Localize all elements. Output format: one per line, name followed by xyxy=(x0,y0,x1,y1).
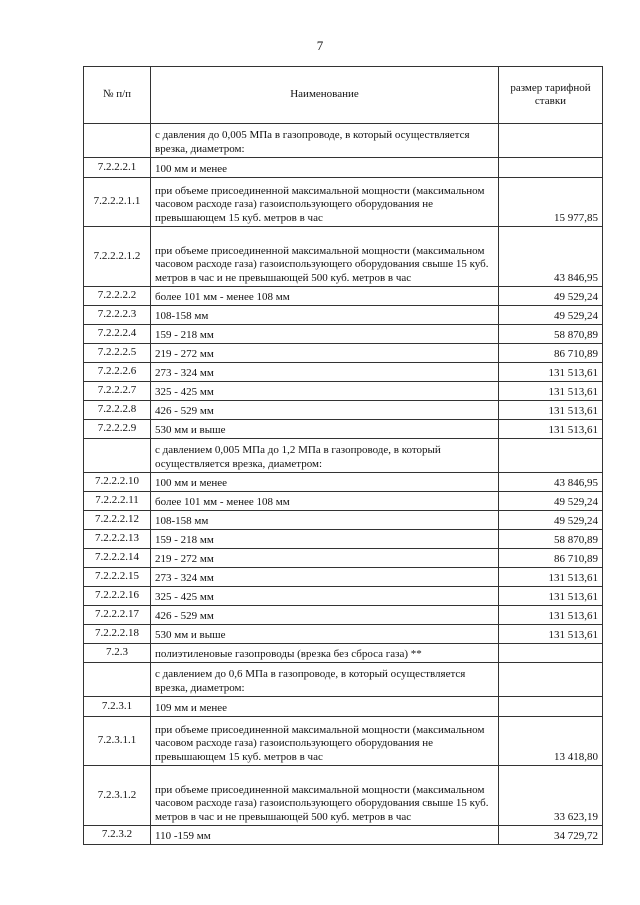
table-row xyxy=(84,663,603,697)
row-rate: 34 729,72 xyxy=(499,826,603,845)
row-number: 7.2.2.2.4 xyxy=(84,325,151,344)
row-number: 7.2.3.1 xyxy=(84,697,151,717)
row-number: 7.2.2.2.1.2 xyxy=(84,227,151,287)
row-rate xyxy=(499,439,603,473)
row-rate: 131 513,61 xyxy=(499,568,603,587)
row-rate xyxy=(499,697,603,717)
row-rate: 131 513,61 xyxy=(499,401,603,420)
page-number: 7 xyxy=(316,38,324,53)
row-number xyxy=(84,439,151,473)
table-row xyxy=(84,325,603,344)
header-name: Наименование xyxy=(151,67,499,124)
row-number: 7.2.2.2.14 xyxy=(84,549,151,568)
row-rate: 58 870,89 xyxy=(499,325,603,344)
table-row xyxy=(84,625,603,644)
row-number: 7.2.2.2.2 xyxy=(84,287,151,306)
row-number: 7.2.2.2.1 xyxy=(84,158,151,178)
row-rate: 13 418,80 xyxy=(499,717,603,766)
table-row xyxy=(84,439,603,473)
table-row xyxy=(84,492,603,511)
row-name: 273 - 324 мм xyxy=(151,568,499,587)
table-row xyxy=(84,158,603,178)
row-rate: 49 529,24 xyxy=(499,287,603,306)
row-number: 7.2.2.2.1.1 xyxy=(84,178,151,227)
table-row xyxy=(84,826,603,845)
table-row xyxy=(84,606,603,625)
row-rate: 49 529,24 xyxy=(499,306,603,325)
row-rate: 49 529,24 xyxy=(499,511,603,530)
row-rate: 15 977,85 xyxy=(499,178,603,227)
table-row xyxy=(84,227,603,287)
row-number: 7.2.2.2.8 xyxy=(84,401,151,420)
row-number: 7.2.2.2.10 xyxy=(84,473,151,492)
table-header-row xyxy=(84,67,603,124)
row-name: 109 мм и менее xyxy=(151,697,499,717)
row-rate: 43 846,95 xyxy=(499,473,603,492)
table-row xyxy=(84,717,603,766)
row-number xyxy=(84,124,151,158)
row-rate: 49 529,24 xyxy=(499,492,603,511)
row-name: более 101 мм - менее 108 мм xyxy=(151,492,499,511)
row-rate: 131 513,61 xyxy=(499,363,603,382)
row-rate: 86 710,89 xyxy=(499,344,603,363)
row-name: 108-158 мм xyxy=(151,511,499,530)
table-row xyxy=(84,401,603,420)
row-name: при объеме присоединенной максимальной мощности (максимальном часовом расходе газа) газоиспользующего оборудования не превышающем 15 куб. метров в час xyxy=(151,717,499,766)
row-name: при объеме присоединенной максимальной мощности (максимальном часовом расходе газа) газоиспользующего оборудования не превышающем 15 куб. метров в час xyxy=(151,178,499,227)
row-name: 219 - 272 мм xyxy=(151,549,499,568)
row-name: 108-158 мм xyxy=(151,306,499,325)
row-number: 7.2.2.2.7 xyxy=(84,382,151,401)
row-rate: 43 846,95 xyxy=(499,227,603,287)
table-row xyxy=(84,124,603,158)
row-rate: 33 623,19 xyxy=(499,766,603,826)
row-number xyxy=(84,663,151,697)
table-row xyxy=(84,473,603,492)
header-rate: размер тарифной ставки xyxy=(499,67,603,124)
table-row xyxy=(84,178,603,227)
row-name: 325 - 425 мм xyxy=(151,382,499,401)
row-rate: 131 513,61 xyxy=(499,606,603,625)
row-rate: 131 513,61 xyxy=(499,587,603,606)
row-name: 100 мм и менее xyxy=(151,158,499,178)
row-rate xyxy=(499,158,603,178)
row-number: 7.2.2.2.5 xyxy=(84,344,151,363)
row-number: 7.2.3.1.1 xyxy=(84,717,151,766)
row-number: 7.2.2.2.18 xyxy=(84,625,151,644)
row-name: с давлением до 0,6 МПа в газопроводе, в который осуществляется врезка, диаметром: xyxy=(151,663,499,697)
row-name: 273 - 324 мм xyxy=(151,363,499,382)
row-name: полиэтиленовые газопроводы (врезка без сброса газа) ** xyxy=(151,644,499,663)
table-row xyxy=(84,363,603,382)
row-number: 7.2.2.2.6 xyxy=(84,363,151,382)
table-row xyxy=(84,344,603,363)
row-name: 325 - 425 мм xyxy=(151,587,499,606)
row-rate: 131 513,61 xyxy=(499,625,603,644)
row-number: 7.2.3.1.2 xyxy=(84,766,151,826)
row-number: 7.2.2.2.12 xyxy=(84,511,151,530)
table-row xyxy=(84,644,603,663)
tariff-table xyxy=(83,66,603,845)
row-name: 110 -159 мм xyxy=(151,826,499,845)
table-row xyxy=(84,549,603,568)
table-row xyxy=(84,697,603,717)
row-name: 426 - 529 мм xyxy=(151,401,499,420)
row-name: 530 мм и выше xyxy=(151,625,499,644)
table-row xyxy=(84,766,603,826)
table-row xyxy=(84,306,603,325)
row-rate xyxy=(499,644,603,663)
row-number: 7.2.2.2.13 xyxy=(84,530,151,549)
row-rate xyxy=(499,663,603,697)
row-name: более 101 мм - менее 108 мм xyxy=(151,287,499,306)
table-row xyxy=(84,420,603,439)
table-row xyxy=(84,530,603,549)
table-row xyxy=(84,287,603,306)
row-number: 7.2.2.2.16 xyxy=(84,587,151,606)
table-row xyxy=(84,587,603,606)
row-name: с давлением 0,005 МПа до 1,2 МПа в газопроводе, в который осуществляется врезка, диаметром: xyxy=(151,439,499,473)
row-name: при объеме присоединенной максимальной мощности (максимальном часовом расходе газа) газоиспользующего оборудования свыше 15 куб. метров в час и не превышающей 500 куб. метров в час xyxy=(151,766,499,826)
row-rate xyxy=(499,124,603,158)
row-number: 7.2.2.2.9 xyxy=(84,420,151,439)
table-body xyxy=(84,124,603,845)
row-number: 7.2.2.2.17 xyxy=(84,606,151,625)
row-name: 530 мм и выше xyxy=(151,420,499,439)
row-rate: 131 513,61 xyxy=(499,420,603,439)
row-number: 7.2.3 xyxy=(84,644,151,663)
row-rate: 58 870,89 xyxy=(499,530,603,549)
row-name: 159 - 218 мм xyxy=(151,530,499,549)
row-number: 7.2.2.2.15 xyxy=(84,568,151,587)
row-number: 7.2.3.2 xyxy=(84,826,151,845)
row-rate: 131 513,61 xyxy=(499,382,603,401)
table-row xyxy=(84,511,603,530)
row-number: 7.2.2.2.3 xyxy=(84,306,151,325)
row-name: 100 мм и менее xyxy=(151,473,499,492)
table-row xyxy=(84,568,603,587)
row-name: 219 - 272 мм xyxy=(151,344,499,363)
row-name: с давления до 0,005 МПа в газопроводе, в который осуществляется врезка, диаметром: xyxy=(151,124,499,158)
row-name: 426 - 529 мм xyxy=(151,606,499,625)
row-number: 7.2.2.2.11 xyxy=(84,492,151,511)
header-number: № п/п xyxy=(84,67,151,124)
row-rate: 86 710,89 xyxy=(499,549,603,568)
row-name: 159 - 218 мм xyxy=(151,325,499,344)
table-row xyxy=(84,382,603,401)
row-name: при объеме присоединенной максимальной мощности (максимальном часовом расходе газа) газоиспользующего оборудования свыше 15 куб. метров в час и не превышающей 500 куб. метров в час xyxy=(151,227,499,287)
